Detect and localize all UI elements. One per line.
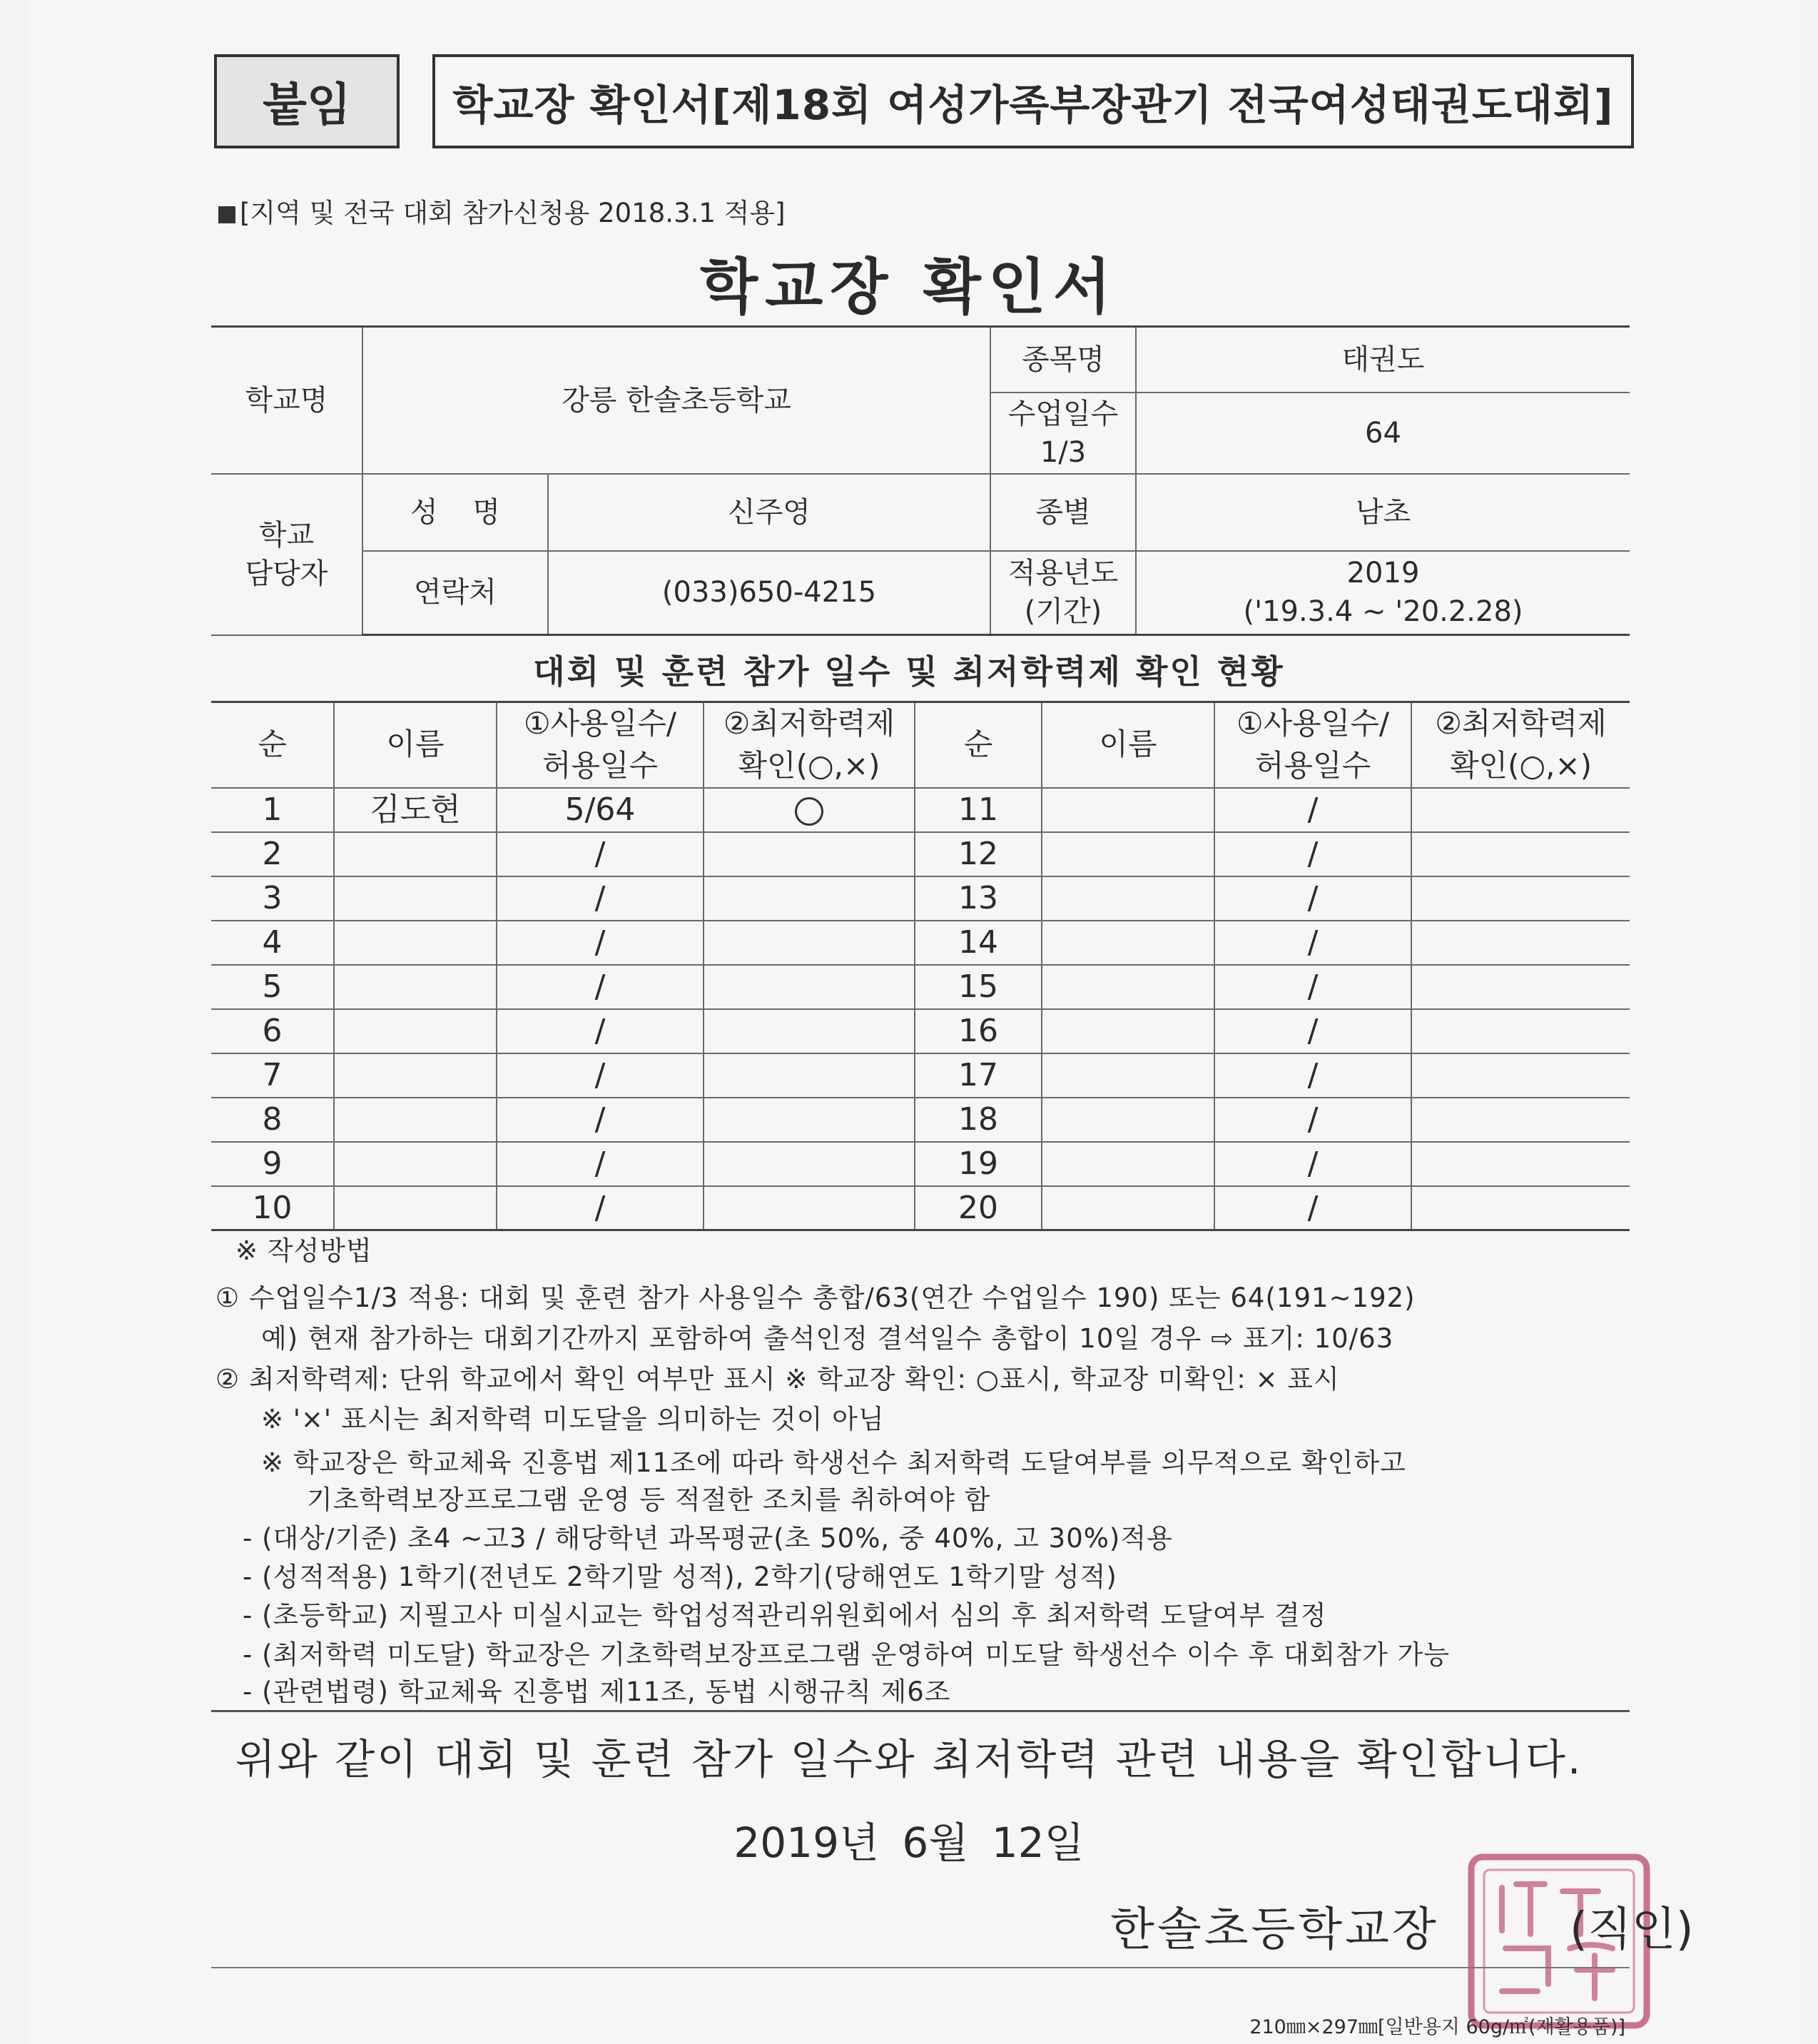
row-days-2: / [1214, 1053, 1411, 1098]
row-name-2 [1042, 832, 1214, 876]
method-line-2: 예) 현재 참가하는 대회기간까지 포함하여 출석인정 결석일수 총합이 10일 경우 ⇨ 표기: 10/63 [261, 1323, 1394, 1354]
row-no: 8 [211, 1098, 334, 1142]
row-no-2: 13 [915, 876, 1042, 921]
table-row [211, 876, 1630, 921]
row-no: 4 [211, 921, 334, 965]
school-label: 학교명 [211, 327, 362, 474]
row-no-2: 16 [915, 1009, 1042, 1053]
row-check [704, 788, 915, 832]
table-row [211, 1053, 1630, 1098]
row-name [334, 965, 497, 1009]
divider [211, 1710, 1630, 1712]
col-days: ①사용일수/ 허용일수 [497, 702, 704, 788]
row-name-2 [1042, 1009, 1214, 1053]
roster-table [211, 701, 1630, 1231]
row-check-2 [1411, 965, 1630, 1009]
row-check-2 [1411, 1186, 1630, 1230]
row-no: 7 [211, 1053, 334, 1098]
row-check-2 [1411, 832, 1630, 876]
row-days-2: / [1214, 876, 1411, 921]
row-days: / [497, 1142, 704, 1186]
principal-name: 한솔초등학교장 [1110, 1903, 1439, 1956]
event-value: 태권도 [1136, 327, 1630, 393]
col-name: 이름 [334, 702, 497, 788]
school-value: 강릉 한솔초등학교 [362, 327, 990, 474]
school-info-table [211, 325, 1630, 636]
category-label: 종별 [990, 474, 1136, 551]
roster-header-row [211, 702, 1630, 788]
row-days-2: / [1214, 1186, 1411, 1230]
table-row [211, 1098, 1630, 1142]
row-name [334, 832, 497, 876]
method-line-4: ※ '×' 표시는 최저학력 미도달을 의미하는 것이 아님 [261, 1404, 885, 1435]
row-days-2: / [1214, 1009, 1411, 1053]
row-no: 3 [211, 876, 334, 921]
table-row [211, 965, 1630, 1009]
class-days-label: 수업일수 1/3 [990, 393, 1136, 474]
row-no-2: 14 [915, 921, 1042, 965]
row-check [704, 921, 915, 965]
row-days-2: / [1214, 965, 1411, 1009]
name-value: 신주영 [548, 474, 990, 551]
col-no-2: 순 [915, 702, 1042, 788]
col-days-2: ①사용일수/ 허용일수 [1214, 702, 1411, 788]
row-name [334, 1098, 497, 1142]
row-no: 1 [211, 788, 334, 832]
row-no: 2 [211, 832, 334, 876]
row-no-2: 18 [915, 1098, 1042, 1142]
bottom-divider [211, 1967, 1630, 1968]
category-value: 남초 [1136, 474, 1630, 551]
row-check [704, 1098, 915, 1142]
row-name [334, 876, 497, 921]
row-days: 5/64 [497, 788, 704, 832]
attachment-tag: 붙임 [214, 54, 400, 148]
row-name: 김도현 [334, 788, 497, 832]
row-days: / [497, 1009, 704, 1053]
table-row [211, 921, 1630, 965]
method-line-7: - (대상/기준) 초4 ~고3 / 해당학년 과목평균(초 50%, 중 40%, 고 30%)적용 [243, 1523, 1173, 1554]
row-name [334, 1186, 497, 1230]
row-check-2 [1411, 1142, 1630, 1186]
row-check [704, 1053, 915, 1098]
table-row [211, 788, 1630, 832]
row-name-2 [1042, 788, 1214, 832]
row-days: / [497, 1186, 704, 1230]
event-label: 종목명 [990, 327, 1136, 393]
method-line-8: - (성적적용) 1학기(전년도 2학기말 성적), 2학기(당해연도 1학기말 성적) [243, 1562, 1117, 1592]
row-check [704, 965, 915, 1009]
col-name-2: 이름 [1042, 702, 1214, 788]
row-check [704, 1009, 915, 1053]
row-no: 10 [211, 1186, 334, 1230]
page-title: 학교장 확인서 [699, 252, 1119, 322]
paper-spec-footer: 210㎜×297㎜[일반용지 60g/㎡(재활용품)] [1249, 2016, 1625, 2038]
row-check-2 [1411, 1053, 1630, 1098]
row-name-2 [1042, 1098, 1214, 1142]
row-name [334, 1009, 497, 1053]
row-days: / [497, 1098, 704, 1142]
row-days: / [497, 832, 704, 876]
confirmation-text: 위와 같이 대회 및 훈련 참가 일수와 최저학력 관련 내용을 확인합니다. [235, 1735, 1583, 1784]
row-name-2 [1042, 1142, 1214, 1186]
row-check [704, 1186, 915, 1230]
method-line-9: - (초등학교) 지필고사 미실시교는 학업성적관리위원회에서 심의 후 최저학력 도달여부 결정 [243, 1600, 1327, 1631]
row-check-2 [1411, 1098, 1630, 1142]
table-row [211, 1142, 1630, 1186]
row-check-2 [1411, 788, 1630, 832]
row-name-2 [1042, 1186, 1214, 1230]
row-days: / [497, 921, 704, 965]
row-check-2 [1411, 1009, 1630, 1053]
row-name [334, 1142, 497, 1186]
row-days-2: / [1214, 832, 1411, 876]
form-note: [지역 및 전국 대회 참가신청용 2018.3.1 적용] [218, 191, 786, 230]
row-no-2: 17 [915, 1053, 1042, 1098]
row-name-2 [1042, 1053, 1214, 1098]
square-bullet-icon [218, 206, 235, 223]
row-no: 9 [211, 1142, 334, 1186]
row-no: 5 [211, 965, 334, 1009]
circle-mark-icon [795, 797, 823, 826]
table-row [211, 1009, 1630, 1053]
table-row [211, 832, 1630, 876]
seal-label: (직인) [1570, 1903, 1694, 1956]
row-name [334, 921, 497, 965]
row-days-2: / [1214, 1142, 1411, 1186]
row-no-2: 19 [915, 1142, 1042, 1186]
table-row [211, 1186, 1630, 1230]
class-days-value: 64 [1136, 393, 1630, 474]
row-check-2 [1411, 921, 1630, 965]
apply-year-label: 적용년도 (기간) [990, 551, 1136, 635]
row-check [704, 876, 915, 921]
row-days: / [497, 965, 704, 1009]
contact-value: (033)650-4215 [548, 551, 990, 635]
row-check [704, 832, 915, 876]
roster-subtitle: 대회 및 훈련 참가 일수 및 최저학력제 확인 현황 [533, 652, 1285, 691]
row-name-2 [1042, 921, 1214, 965]
method-line-3: ② 최저학력제: 단위 학교에서 확인 여부만 표시 ※ 학교장 확인: ○표시, 학교장 미확인: × 표시 [215, 1364, 1340, 1395]
contact-label: 연락처 [362, 551, 548, 635]
method-line-10: - (최저학력 미도달) 학교장은 기초학력보장프로그램 운영하여 미도달 학생선수 이수 후 대회참가 가능 [243, 1639, 1451, 1670]
row-days-2: / [1214, 1098, 1411, 1142]
row-no-2: 11 [915, 788, 1042, 832]
method-line-5: ※ 학교장은 학교체육 진흥법 제11조에 따라 학생선수 최저학력 도달여부를 의무적으로 확인하고 [261, 1447, 1406, 1478]
method-heading: ※ 작성방법 [235, 1235, 372, 1266]
row-check [704, 1142, 915, 1186]
col-no: 순 [211, 702, 334, 788]
col-check: ②최저학력제 확인(○,×) [704, 702, 915, 788]
row-name-2 [1042, 876, 1214, 921]
row-no: 6 [211, 1009, 334, 1053]
manager-label: 학교 담당자 [211, 474, 362, 635]
method-line-11: - (관련법령) 학교체육 진흥법 제11조, 동법 시행규칙 제6조 [243, 1676, 951, 1707]
col-check-2: ②최저학력제 확인(○,×) [1411, 702, 1630, 788]
row-days: / [497, 1053, 704, 1098]
method-line-1: ① 수업일수1/3 적용: 대회 및 훈련 참가 사용일수 총합/63(연간 수업일수 190) 또는 64(191~192) [215, 1282, 1416, 1313]
apply-year-value: 2019 ('19.3.4 ~ '20.2.28) [1136, 551, 1630, 635]
row-name [334, 1053, 497, 1098]
row-check-2 [1411, 876, 1630, 921]
row-days: / [497, 876, 704, 921]
row-days-2: / [1214, 921, 1411, 965]
row-no-2: 15 [915, 965, 1042, 1009]
issue-date: 2019년 6월 12일 [733, 1818, 1085, 1867]
row-no-2: 20 [915, 1186, 1042, 1230]
method-line-6: 기초학력보장프로그램 운영 등 적절한 조치를 취하여야 함 [307, 1484, 991, 1515]
row-no-2: 12 [915, 832, 1042, 876]
document-banner: 학교장 확인서[제18회 여성가족부장관기 전국여성태권도대회] [432, 54, 1634, 148]
name-label: 성 명 [362, 474, 548, 551]
row-name-2 [1042, 965, 1214, 1009]
row-days-2: / [1214, 788, 1411, 832]
